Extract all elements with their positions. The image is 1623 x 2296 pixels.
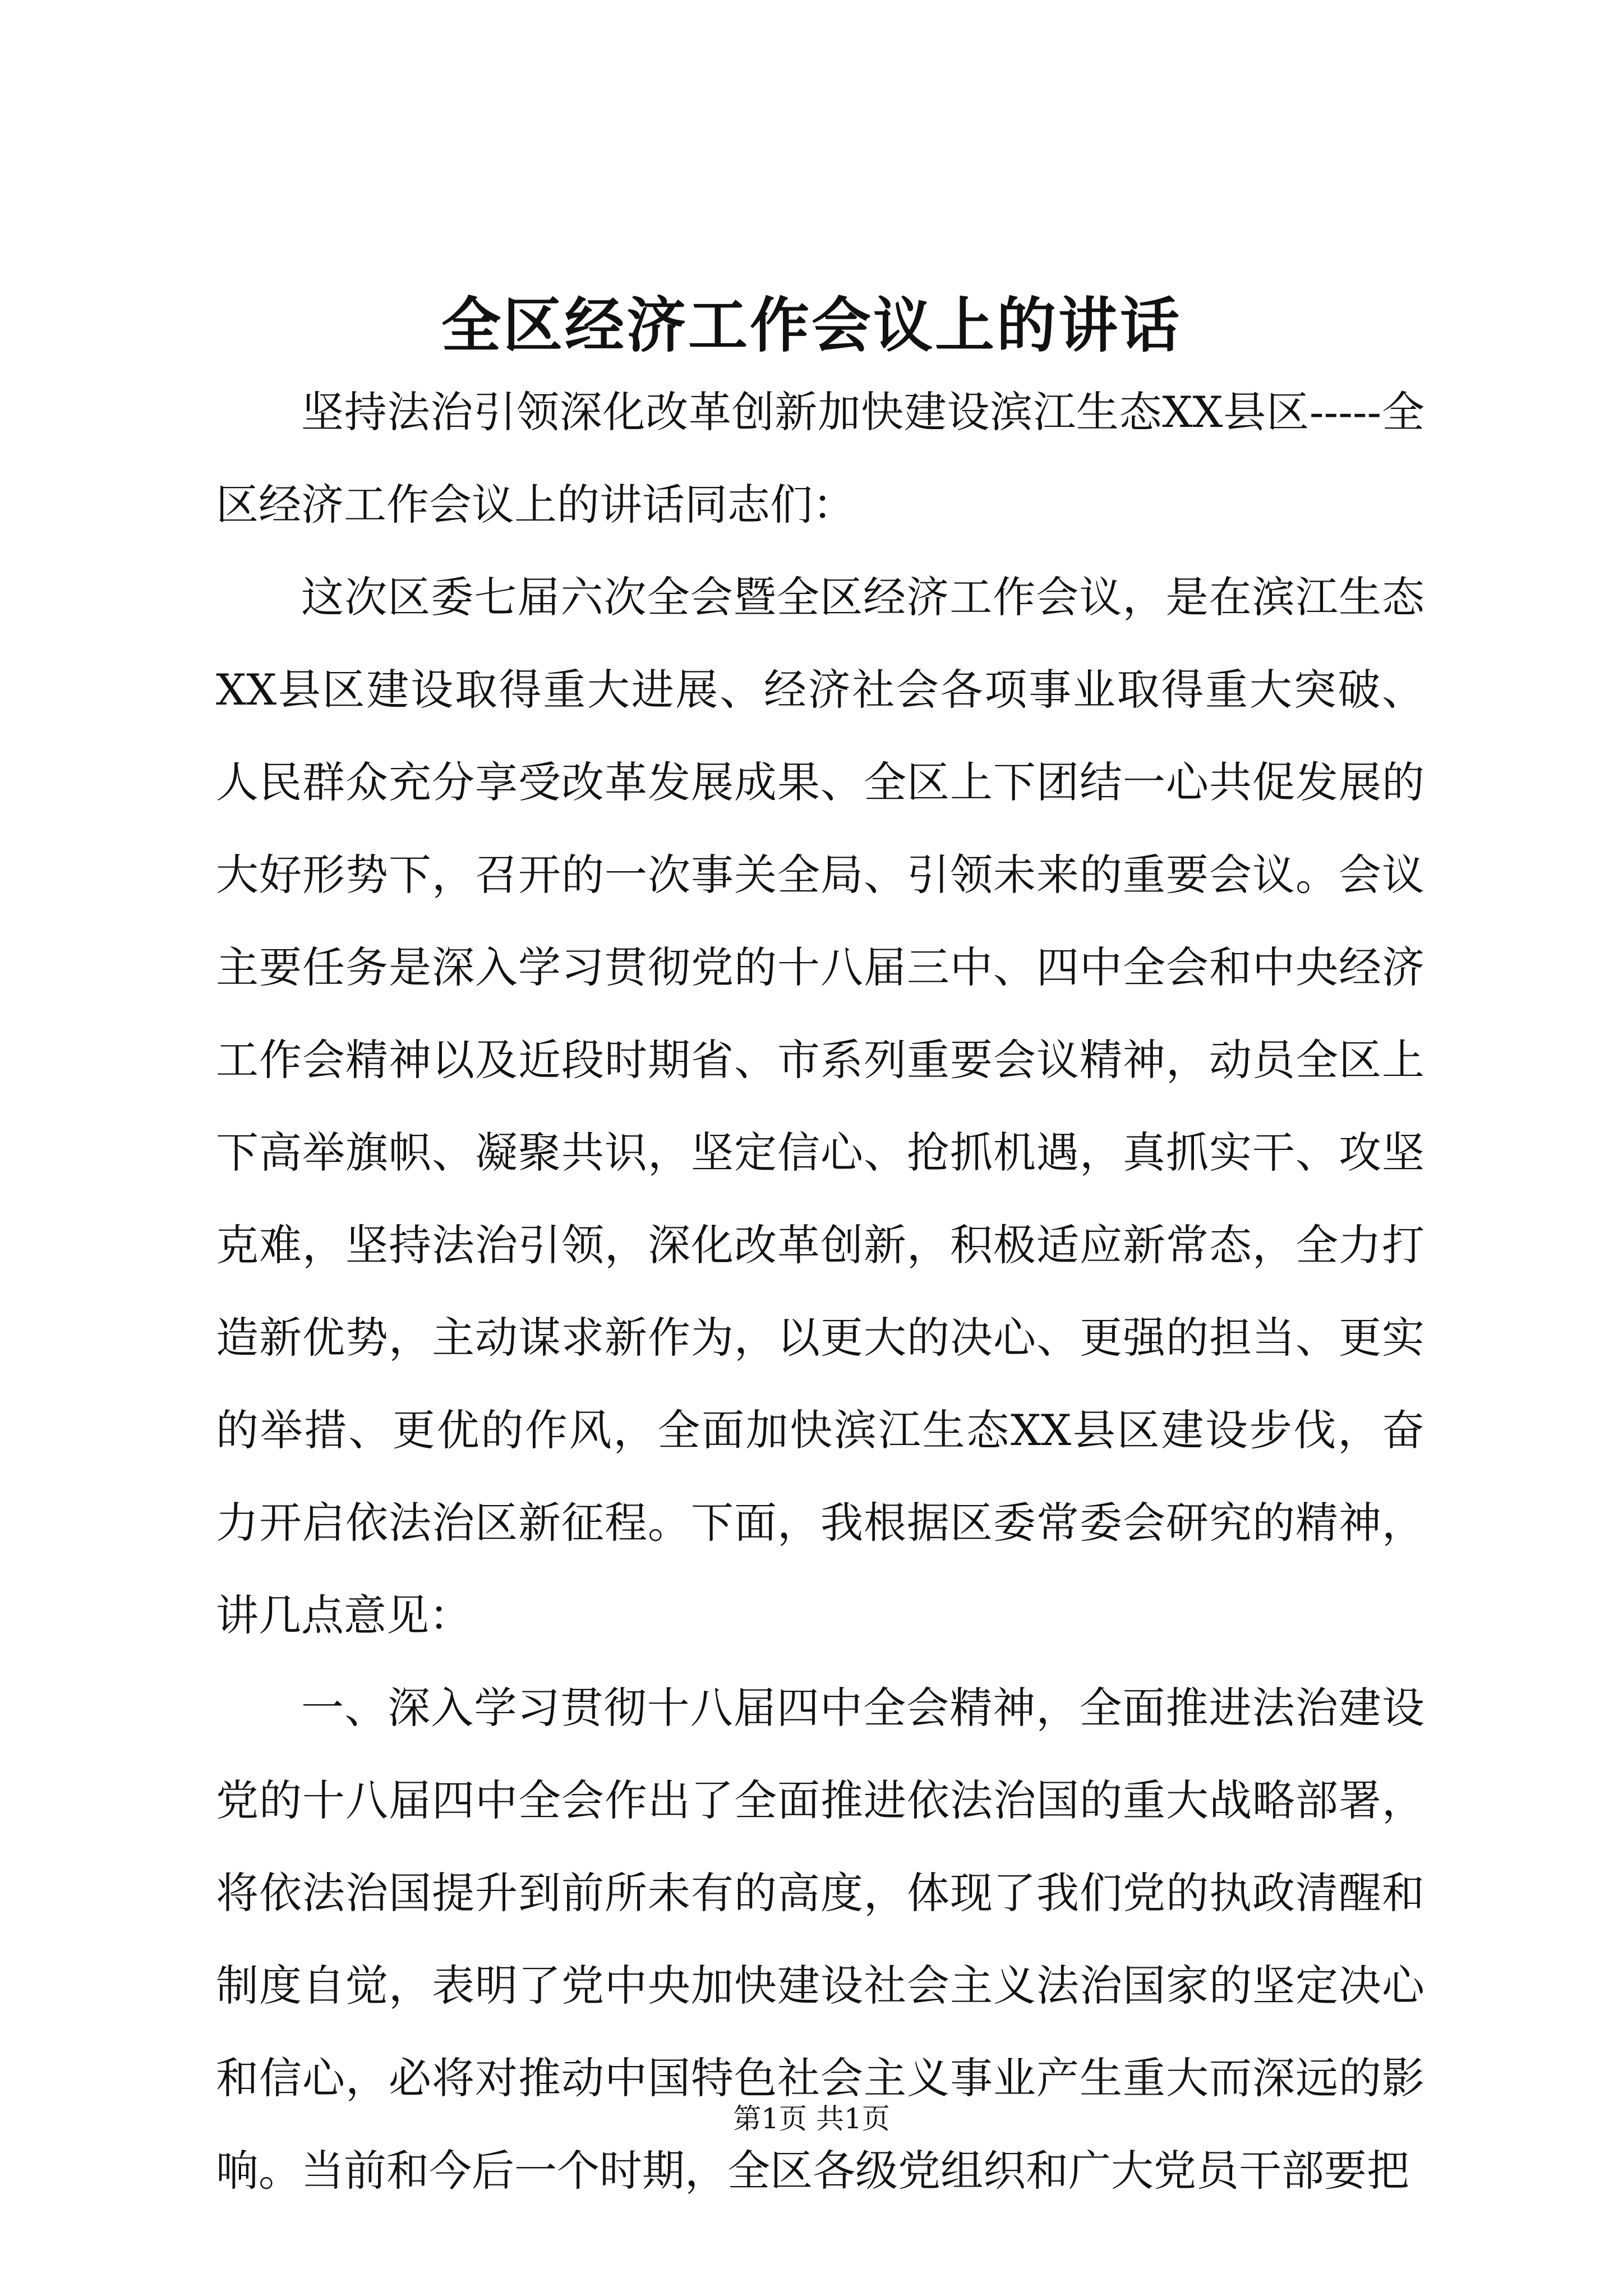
document-body bbox=[216, 366, 1424, 2217]
page-footer: 第1页 共1页 bbox=[733, 2102, 890, 2135]
paragraph-subtitle: 坚持法治引领深化改革创新加快建设滨江生态XX县区-----全区经济工作会议上的讲话同志们： bbox=[216, 387, 1424, 530]
paragraph-section-one: 一、深入学习贯彻十八届四中全会精神，全面推进法治建设党的十八届四中全会作出了全面推进依法治国的重大战略部署，将依法治国提升到前所未有的高度，体现了我们党的执政清醒和制度自觉，表明了党中央加快建设社会主义法治国家的坚定决心和信心，必将对推动中国特色社会主义事业产生重大而深远的影响。当前和今后一个时期，全区各级党组织和广大党员干部要把 bbox=[216, 1683, 1424, 2196]
document-title: 全区经济工作会议上的讲话 bbox=[441, 290, 1182, 360]
paragraph-opening: 这次区委七届六次全会暨全区经济工作会议，是在滨江生态XX县区建设取得重大进展、经济社会各项事业取得重大突破、人民群众充分享受改革发展成果、全区上下团结一心共促发展的大好形势下，召开的一次事关全局、引领未来的重要会议。会议主要任务是深入学习贯彻党的十八届三中、四中全会和中央经济工作会精神以及近段时期省、市系列重要会议精神，动员全区上下高举旗帜、凝聚共识，坚定信心、抢抓机遇，真抓实干、攻坚克难，坚持法治引领，深化改革创新，积极适应新常态，全力打造新优势，主动谋求新作为，以更大的决心、更强的担当、更实的举措、更优的作风，全面加快滨江生态XX县区建设步伐，奋力开启依法治区新征程。下面，我根据区委常委会研究的精神，讲几点意见： bbox=[216, 572, 1424, 1640]
